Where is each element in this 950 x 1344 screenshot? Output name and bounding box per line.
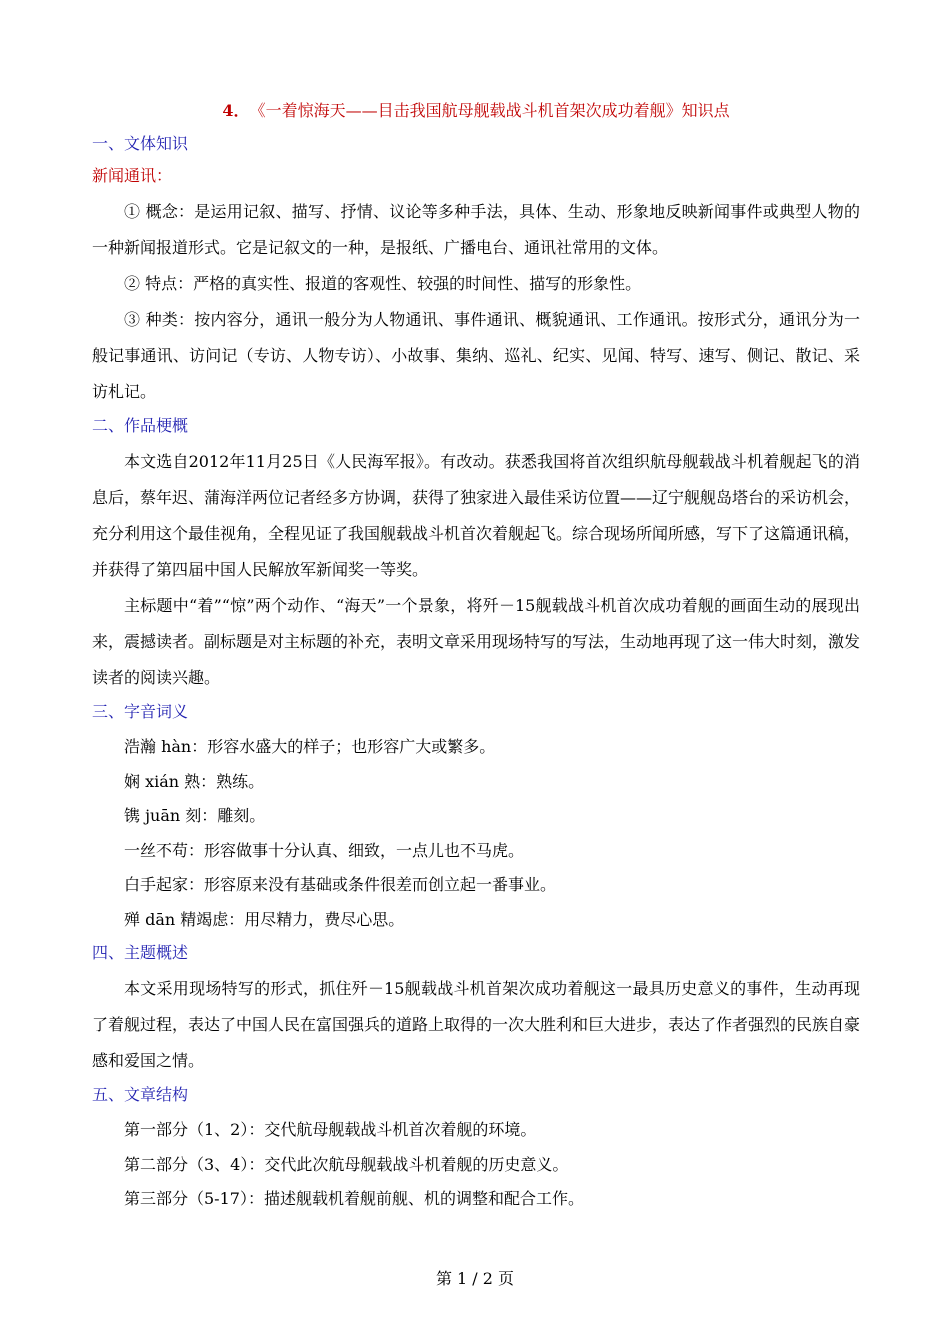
structure-item: 第二部分（3、4）：交代此次航母舰载战斗机着舰的历史意义。 (124, 1154, 569, 1174)
vocab-item: 娴 xián 熟：熟练。 (124, 771, 265, 791)
structure-item: 第一部分（1、2）：交代航母舰载战斗机首次着舰的环境。 (124, 1120, 537, 1139)
structure-item: 第三部分（5-17）：描述舰载机着舰前舰、机的调整和配合工作。 (124, 1189, 584, 1208)
document-title (92, 98, 860, 124)
paragraph-types: ③ 种类：按内容分，通讯一般分为人物通讯、事件通讯、概貌通讯、工作通讯。按形式分，通讯分为一般记事通讯、访问记（专访、人物专访）、小故事、集纳、巡礼、纪实、见闻、特写、速写、侧记、散记、采访札记。 (92, 310, 860, 401)
vocab-item: 一丝不苟：形容做事十分认真、细致，一点儿也不马虎。 (124, 840, 525, 860)
vocab-item: 浩瀚 hàn：形容水盛大的样子；也形容广大或繁多。 (124, 737, 496, 756)
vocab-item: 镌 juān 刻：雕刻。 (124, 806, 266, 825)
paragraph-features: ② 特点：严格的真实性、报道的客观性、较强的时间性、描写的形象性。 (124, 274, 642, 293)
document-page (92, 98, 860, 1217)
section-heading-genre: 一、文体知识 (92, 134, 189, 153)
paragraph-concept: ① 概念：是运用记叙、描写、抒情、议论等多种手法，具体、生动、形象地反映新闻事件或典型人物的一种新闻报道形式。它是记叙文的一种，是报纸、广播电台、通讯社常用的文体。 (92, 202, 860, 257)
paragraph-summary-1: 本文选自2012年11月25日《人民海军报》。有改动。获悉我国将首次组织航母舰载战斗机着舰起飞的消息后，蔡年迟、蒲海洋两位记者经多方协调，获得了独家进入最佳采访位置——辽宁舰舰岛塔台的采访机会，充分利用这个最佳视角，全程见证了我国舰载战斗机首次着舰起飞。综合现场所闻所感，写下了这篇通讯稿，并获得了第四届中国人民解放军新闻奖一等奖。 (92, 452, 861, 579)
title-number: 4． (222, 101, 250, 120)
section-heading-theme: 四、主题概述 (92, 943, 189, 962)
page-number: 第 1 / 2 页 (435, 1269, 515, 1288)
section-heading-vocabulary: 三、字音词义 (92, 702, 189, 721)
section-heading-structure: 五、文章结构 (92, 1085, 189, 1104)
subheading-news-report: 新闻通讯： (92, 166, 173, 185)
paragraph-theme: 本文采用现场特写的形式，抓住歼－15舰载战斗机首架次成功着舰这一最具历史意义的事件，生动再现了着舰过程，表达了中国人民在富国强兵的道路上取得的一次大胜利和巨大进步，表达了作者强烈的民族自豪感和爱国之情。 (92, 979, 861, 1070)
vocab-item: 白手起家：形容原来没有基础或条件很差而创立起一番事业。 (124, 875, 557, 894)
vocab-item: 殚 dān 精竭虑：用尽精力，费尽心思。 (124, 909, 405, 929)
section-heading-summary: 二、作品梗概 (92, 416, 189, 435)
title-text: 《一着惊海天——目击我国航母舰载战斗机首架次成功着舰》知识点 (257, 101, 730, 120)
paragraph-summary-2: 主标题中“着”“惊”两个动作、“海天”一个景象，将歼－15舰载战斗机首次成功着舰的画面生动的展现出来，震撼读者。副标题是对主标题的补充，表明文章采用现场特写的写法，生动地再现了这一伟大时刻，激发读者的阅读兴趣。 (92, 596, 861, 687)
